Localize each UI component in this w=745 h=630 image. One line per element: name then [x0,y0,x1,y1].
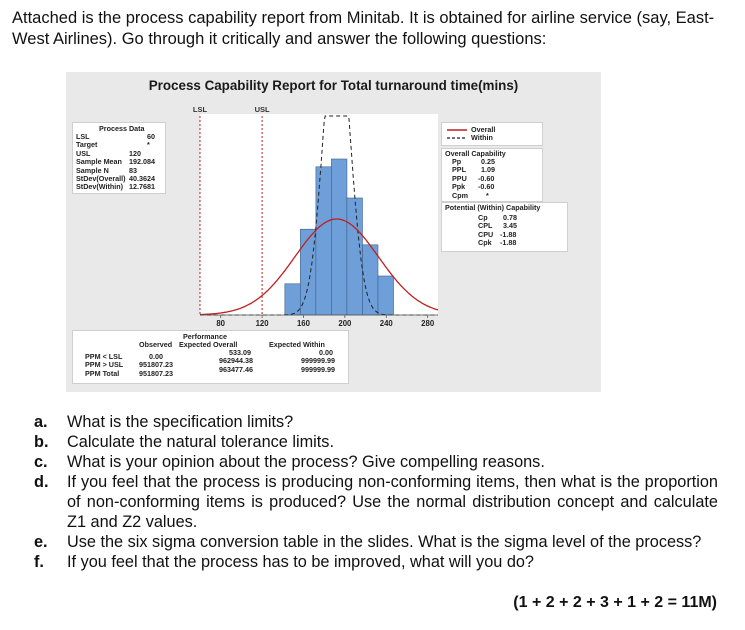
perf-expected-overall: 533.09 [229,348,251,357]
perf-observed: 951807.23 [139,360,173,370]
pd-label: StDev(Within) [76,182,124,192]
potential-capability-labels [478,214,493,248]
perf-expected-overall: 962944.38 [219,356,253,366]
pd-value: 12.7681 [129,182,155,192]
perf-label: PPM Total [85,368,120,378]
overall-capability-labels [452,158,468,200]
intro-paragraph: Attached is the process capability report from Minitab. It is obtained for airline service (say, East-West Airlines). Go through it critically and answer the following questions: [12,9,715,48]
question-text: What is your opinion about the process? Give compelling reasons. [67,453,545,471]
pc-label: CPU [478,229,494,239]
process-data-labels [76,133,126,192]
perf-expected-within: 0.00 [319,348,333,357]
pd-value: 192.084 [129,157,155,167]
question-item [34,472,718,532]
pc-label: Cp [478,213,488,222]
pd-value: 83 [129,165,137,175]
histogram-bar [316,167,332,315]
perf-observed: 951807.23 [139,368,173,378]
capability-report [66,72,601,392]
question-text: If you feel that the process is producing non-conforming items, then what is the proportion of non-conforming items is produced? Use the normal distribution concept and calculate Z1 and Z2 values. [67,473,718,531]
pd-label: StDev(Overall) [76,174,126,184]
pc-value: 0.78 [503,213,517,222]
legend [441,122,543,146]
report-title: Process Capability Report for Total turnaround time(mins) [148,78,519,93]
potential-capability-panel [441,202,568,252]
oc-value: -0.60 [478,173,495,183]
pd-label: USL [76,148,91,158]
potential-capability-values [500,214,517,248]
perf-expected-overall: 963477.46 [219,364,253,374]
pc-value: -1.88 [500,238,517,248]
oc-value: 0.25 [481,157,495,166]
perf-label: PPM > USL [85,360,124,370]
question-letter: d. [34,473,49,491]
pd-label: Sample Mean [76,157,122,167]
pd-label: Target [76,140,98,150]
question-text: Calculate the natural tolerance limits. [67,433,334,451]
x-tick-label: 120 [255,319,269,328]
question-letter: c. [34,453,48,471]
process-data-values [129,133,155,192]
histogram-bar [347,198,363,315]
x-tick-label: 240 [379,319,393,328]
potential-capability-heading: Potential (Within) Capability [445,203,541,212]
question-letter: f. [34,553,44,571]
histogram-bar [331,159,347,315]
marks-total: (1 + 2 + 2 + 3 + 1 + 2 = 11M) [513,594,717,611]
question-letter: b. [34,433,49,451]
spec-label-lsl: LSL [192,105,208,114]
question-item [34,532,718,552]
perf-label: PPM < LSL [85,352,123,361]
question-item [34,412,718,432]
performance-panel [72,330,349,384]
pc-value: -1.88 [500,229,517,239]
perf-expected-within: 999999.99 [301,364,335,374]
spec-label-usl: USL [254,105,270,114]
pd-value: 120 [129,148,141,158]
perf-expected-within-values [301,349,335,374]
question-letter: e. [34,533,48,551]
x-tick-label: 200 [338,319,352,328]
x-tick-label: 160 [296,319,310,328]
perf-expected-overall-values [219,349,253,374]
question-text: Use the six sigma conversion table in the slides. What is the sigma level of the process? [67,533,702,551]
question-item [34,432,718,452]
question-item [34,552,718,572]
question-letter: a. [34,413,48,431]
perf-expected-within: 999999.99 [301,356,335,366]
overall-capability-values [478,158,495,200]
oc-label: PPL [452,165,466,175]
perf-row-labels [85,353,123,378]
oc-value: 1.09 [481,165,495,175]
perf-observed-values [139,353,173,378]
pd-label: LSL [76,132,90,141]
question-text: If you feel that the process has to be improved, what will you do? [67,553,534,571]
pc-label: Cpk [478,238,492,248]
pd-label: Sample N [76,165,109,175]
process-data-heading: Process Data [99,124,145,133]
perf-col-observed: Observed [139,340,173,349]
pc-label: CPL [478,221,493,231]
histogram-bar [362,245,378,315]
legend-within-label: Within [471,133,493,142]
question-list [34,412,718,572]
x-tick-label: 280 [421,319,435,328]
question-text: What is the specification limits? [67,413,294,431]
perf-observed: 0.00 [149,352,163,361]
oc-label: PPU [452,173,467,183]
oc-label: Cpm [452,190,468,200]
oc-value: * [486,190,489,200]
pd-value: * [147,140,150,150]
overall-capability-heading: Overall Capability [445,149,506,158]
oc-value: -0.60 [478,182,495,192]
overall-capability-panel [441,148,543,202]
legend-overall-label: Overall [471,125,496,134]
performance-heading: Performance [183,332,227,341]
perf-col-expected-within: Expected Within [269,340,325,349]
pd-value: 60 [147,132,155,141]
x-tick-label: 80 [216,319,226,328]
oc-label: Ppk [452,182,466,192]
question-item [34,452,718,472]
perf-col-expected-overall: Expected Overall [179,340,238,349]
pc-value: 3.45 [503,221,517,231]
oc-label: Pp [452,157,462,166]
histogram-bar [378,276,394,315]
pd-value: 40.3624 [129,174,155,184]
histogram-bar [300,229,316,315]
process-data-panel [72,122,166,194]
